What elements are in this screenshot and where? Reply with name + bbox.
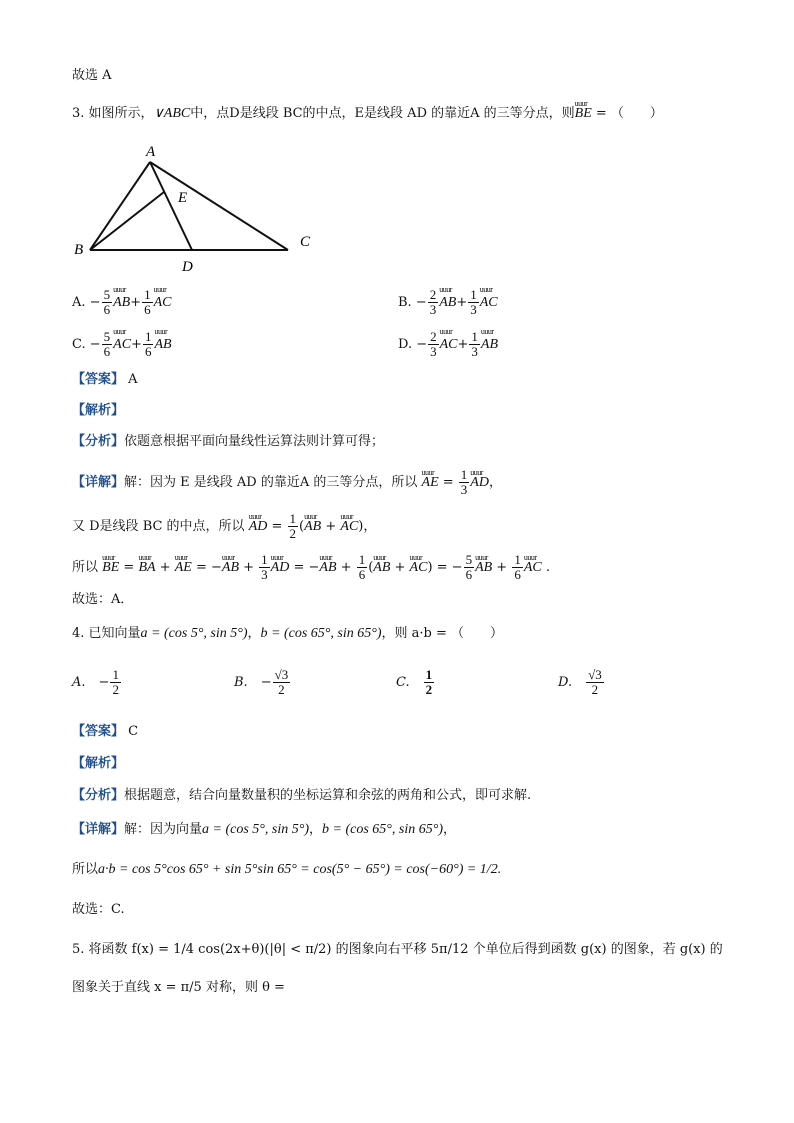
q4-option-c: C. $\frac{1}{2}$ — [396, 667, 433, 697]
label-a: A — [146, 144, 156, 160]
q3-detail-3: 所以 uuur BE = uuur BA + uuur AE = −uuur AB + $\frac{1}{3}$ uuur AD = −uuur AB + $\frac{1}{6}$ (uuur AB + uuur AC) = − $\frac{5}{6}$ uuur AB + $\frac{1}{6}$ uuur AC . — [72, 553, 550, 582]
q5-stem-1: 5. 将函数 f(x) = 1/4 cos(2x+θ)(|θ| < π/2) 的图象向右平移 5π/12 个单位后得到函数 g(x) 的图象，若 g(x) 的 — [72, 942, 723, 957]
q4-conclusion: 故选：C. — [72, 902, 125, 917]
q4-detail-1: 【详解】解：因为向量a = (cos 5°, sin 5°)，b = (cos 65°, sin 65°)， — [72, 822, 456, 837]
q3-stem: 3. 如图所示，∨ABC中，点D是线段 BC的中点，E是线段 AD 的靠近A 的三等分点，则uuur BE = （ ） — [72, 106, 663, 122]
q3-analysis-heading: 【解析】 — [72, 403, 125, 418]
q2-conclusion: 故选 A — [72, 68, 112, 83]
q4-answer: 【答案】 C — [72, 724, 139, 739]
q3-option-d: D. − $\frac{2}{3}$ uuur AC+ $\frac{1}{3}$ uuur AB — [398, 330, 498, 359]
label-d: D — [182, 259, 193, 275]
q3-option-c: C. − $\frac{5}{6}$ uuur AC+ $\frac{1}{6}$ uuur AB — [72, 330, 172, 359]
q3-option-b: B. − $\frac{2}{3}$ uuur AB+ $\frac{1}{3}$ uuur AC — [398, 288, 498, 317]
q5-stem-2: 图象关于直线 x = π/5 对称，则 θ = — [72, 980, 285, 995]
q3-fenxi: 【分析】依题意根据平面向量线性运算法则计算可得； — [72, 434, 385, 449]
triangle-figure — [66, 138, 326, 278]
label-b: B — [74, 242, 84, 258]
label-e: E — [178, 190, 188, 206]
edge-ab — [90, 162, 150, 250]
q4-stem: 4. 已知向量a = (cos 5°, sin 5°)，b = (cos 65°, sin 65°)，则 a·b = （ ） — [72, 626, 503, 641]
q4-option-a: A. − $\frac{1}{2}$ — [72, 667, 119, 697]
q4-fenxi: 【分析】根据题意，结合向量数量积的坐标运算和余弦的两角和公式，即可求解. — [72, 788, 532, 803]
q3-detail-2: 又 D是线段 BC 的中点，所以 uuur AD = $\frac{1}{2}$ (uuur AB + uuur AC)， — [72, 512, 376, 541]
q4-option-b: B. − $\frac{√3}{2}$ — [234, 667, 289, 697]
label-c: C — [300, 234, 311, 250]
q4-analysis-heading: 【解析】 — [72, 756, 125, 771]
q3-conclusion: 故选：A． — [72, 592, 134, 607]
q4-detail-2: 所以a·b = cos 5°cos 65° + sin 5°sin 65° = cos(5° − 65°) = cos(−60°) = 1/2. — [72, 862, 502, 877]
q4-option-d: D. $\frac{√3}{2}$ — [558, 667, 602, 697]
q3-answer: 【答案】 A — [72, 372, 138, 387]
segment-be — [90, 192, 164, 250]
q3-option-a: A. − $\frac{5}{6}$ uuur AB+ $\frac{1}{6}$ uuur AC — [72, 288, 171, 317]
q3-detail-1: 【详解】解：因为 E 是线段 AD 的靠近A 的三等分点，所以 uuur AE = $\frac{1}{3}$ uuur AD， — [72, 468, 502, 497]
